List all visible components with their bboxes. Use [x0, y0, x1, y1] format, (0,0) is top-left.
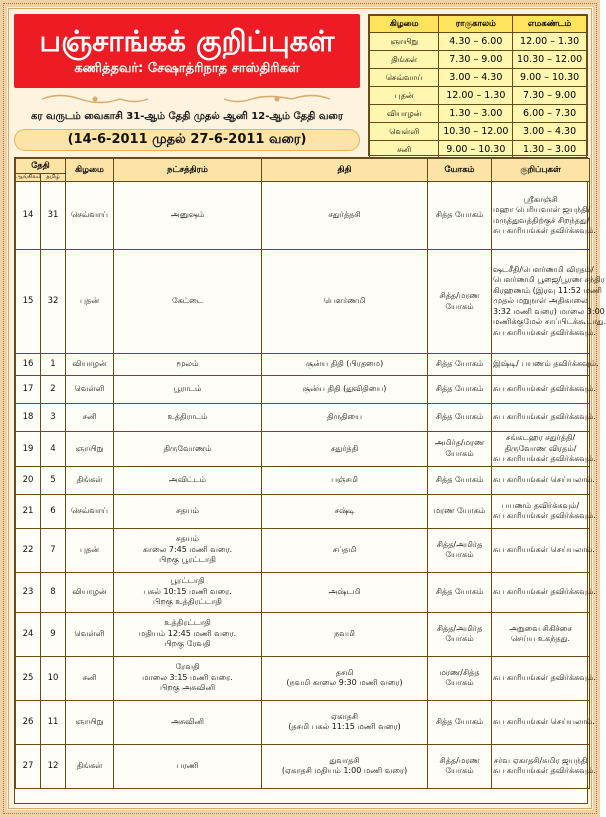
notes-cell-line: பயணம் தவிர்க்கவும்/: [501, 500, 580, 510]
notes-cell: [492, 612, 590, 656]
star-cell-line: பூராடம்: [173, 384, 202, 394]
date-english: 16: [16, 354, 41, 376]
yogam-cell-line: சித்த யோகம்: [435, 359, 484, 369]
thithi-cell: [262, 432, 428, 467]
star-cell-line: சதயம்: [176, 534, 199, 544]
star-cell: [114, 432, 262, 467]
rahu-row: [370, 51, 587, 69]
rahu-time: 7.30 – 9.00: [439, 51, 513, 69]
yogam-cell-line: யோகம்: [445, 678, 474, 687]
star-cell: [114, 612, 262, 656]
table-header-row: [16, 159, 590, 174]
thithi-cell: [262, 572, 428, 612]
rahu-day: திங்கள்: [370, 51, 439, 69]
star-cell: [114, 572, 262, 612]
day-cell: புதன்: [66, 528, 114, 572]
rahu-row: [370, 123, 587, 141]
thithi-cell: [262, 744, 428, 788]
date-tamil: 1: [41, 354, 66, 376]
notes-cell-line: சுப காரியங்கள் தவிர்க்கவும்.: [493, 766, 596, 775]
thithi-cell-line: ஏகாதசி: [331, 711, 359, 721]
yogam-cell: [428, 494, 492, 528]
table-row: [16, 404, 590, 432]
thithi-cell: [262, 182, 428, 250]
notes-cell: [492, 182, 596, 250]
star-cell: [114, 744, 262, 788]
star-cell: [114, 182, 262, 250]
star-cell-line: ரேவதி: [175, 662, 200, 672]
star-cell-line: மூலம்: [176, 359, 199, 369]
yogam-cell-line: சித்த/அமிர்த: [436, 623, 483, 633]
date-tamil: 5: [41, 466, 66, 494]
table-row: [16, 376, 590, 404]
ornament-right-icon: [222, 92, 332, 106]
date-range: (14-6-2011 முதல் 27-6-2011 வரை): [14, 129, 360, 151]
thithi-cell: [262, 466, 428, 494]
date-english: 25: [16, 656, 41, 700]
table-row: [16, 182, 590, 250]
notes-cell-line: கிரஹணம் (இரவு 11:52 மணி: [493, 285, 602, 295]
star-cell: [114, 404, 262, 432]
subtitle: கர வருடம் வைகாசி 31-ஆம் தேதி முதல் ஆனி 12-ஆம் தேதி வரை: [30, 111, 344, 122]
date-tamil: 4: [41, 432, 66, 467]
notes-cell-line: அறுவை சிகிச்சை: [509, 623, 572, 633]
star-cell-line: பூரட்டாதி: [170, 576, 205, 586]
day-cell: புதன்: [66, 250, 114, 354]
yogam-cell-line: சித்த யோகம்: [435, 716, 484, 726]
table-row: [16, 354, 590, 376]
yogam-cell-line: சித்த யோகம்: [435, 412, 484, 422]
day-cell: சனி: [66, 656, 114, 700]
rahu-time: 12.00 – 1.30: [439, 87, 513, 105]
date-tamil: 9: [41, 612, 66, 656]
date-tamil: 8: [41, 572, 66, 612]
date-tamil: 12: [41, 744, 66, 788]
star-cell-line: மாலை 3:15 மணி வரை.: [142, 672, 233, 682]
ornament-left-icon: [40, 92, 150, 106]
notes-cell: [492, 656, 596, 700]
table-row: [16, 744, 590, 788]
notes-cell-line: 3:32 மணி வரை) மாலை 3:00: [493, 306, 605, 316]
notes-cell: [492, 572, 596, 612]
notes-cell-line: சுப காரியங்கள் தவிர்க்கவும்.: [493, 586, 596, 596]
date-english: 26: [16, 700, 41, 744]
date-english: 14: [16, 182, 41, 250]
notes-cell-line: சர்வ ஏகாதசி/சுமிர ஜயந்தி: [493, 755, 588, 765]
day-cell: வியாழன்: [66, 572, 114, 612]
thithi-cell-line: (தசமி பகல் 11:15 மணி வரை): [288, 722, 401, 731]
star-cell: [114, 376, 262, 404]
notes-cell-line: சுப காரியங்கள் தவிர்க்கவும்.: [493, 384, 596, 394]
date-tamil: 3: [41, 404, 66, 432]
day-cell: செவ்வாய்: [66, 494, 114, 528]
thithi-cell-line: அஷ்டமி: [328, 586, 361, 596]
notes-cell-line: சுப காரியங்கள் தவிர்க்கவும்.: [493, 672, 596, 682]
yogam-cell: [428, 656, 492, 700]
notes-cell-line: சுப காரியங்கள் தவிர்க்கவும்.: [493, 412, 596, 422]
star-cell: [114, 656, 262, 700]
date-english: 22: [16, 528, 41, 572]
star-cell: [114, 494, 262, 528]
author-label: கணித்தவர்: சேஷாத்ரிநாத சாஸ்திரிகள்: [74, 61, 300, 76]
table-row: [16, 612, 590, 656]
rahu-row: [370, 87, 587, 105]
notes-cell-line: சுப காரியங்கள் தவிர்க்கவும்.: [493, 454, 596, 463]
table-row: [16, 656, 590, 700]
date-english: 23: [16, 572, 41, 612]
notes-cell-line: சுப காரியங்கள் தவிர்க்கவும்.: [493, 511, 596, 520]
rahu-kalam-table: [368, 14, 588, 156]
rahu-row: [370, 141, 587, 159]
yogam-cell-line: சித்த யோகம்: [435, 384, 484, 394]
notes-cell-line: செய்ய உகந்தது.: [510, 634, 571, 643]
notes-cell-line: பௌர்ணமி பூஜை/பூரண சந்திர: [493, 275, 605, 285]
yogam-cell-line: மரண/சித்த: [439, 667, 480, 677]
yogam-cell: [428, 466, 492, 494]
notes-cell: [492, 700, 595, 744]
yogam-cell-line: யோகம்: [445, 550, 474, 559]
notes-cell: [492, 528, 595, 572]
notes-cell: [492, 432, 596, 467]
star-cell-line: பிறகு ரேவதி: [164, 639, 211, 649]
thithi-cell: [262, 656, 428, 700]
notes-cell-line: சுப காரியங்கள் செய்யலாம்.: [493, 474, 595, 484]
thithi-cell-line: சஷ்டி: [334, 505, 355, 515]
notes-cell-line: சுப காரியங்கள் செய்யலாம்.: [493, 716, 595, 726]
table-row: [16, 572, 590, 612]
rahu-header-ema: எமகண்டம்: [513, 16, 587, 33]
header-star: நட்சத்திரம்: [114, 159, 262, 182]
thithi-cell: [262, 494, 428, 528]
thithi-cell: [262, 376, 428, 404]
notes-cell-line: திருவோண விரதம்/: [504, 443, 577, 453]
table-row: [16, 432, 590, 467]
rahu-row: [370, 105, 587, 123]
yogam-cell-line: சித்த/மரண: [439, 291, 480, 300]
date-tamil: 32: [41, 250, 66, 354]
thithi-cell-line: (ஏகாதசி மதியம் 1:00 மணி வரை): [281, 766, 408, 775]
table-row: [16, 494, 590, 528]
notes-cell: [492, 404, 596, 432]
thithi-cell: [262, 404, 428, 432]
notes-cell-line: சங்கடஹர சதுர்த்தி/: [505, 433, 576, 442]
day-cell: செவ்வாய்: [66, 182, 114, 250]
yogam-cell-line: யோகம்: [445, 448, 474, 458]
star-cell-line: பிறகு உத்திரட்டாதி: [153, 597, 222, 607]
star-cell-line: உத்திரட்டாதி: [164, 618, 211, 628]
rahu-header-rahu: ராகுகாலம்: [439, 16, 513, 33]
header-notes: குறிப்புகள்: [492, 159, 590, 182]
thithi-cell-line: (நவமி காலை 9:30 மணி வரை): [286, 678, 403, 687]
star-cell-line: பிறகு பூரட்டாதி: [159, 555, 216, 565]
rahu-day: ஞாயிறு: [370, 33, 439, 51]
notes-cell-line: இஷ்டி/ பயணம் தவிர்க்கவும்.: [493, 359, 599, 369]
rahu-day: புதன்: [370, 87, 439, 105]
yogam-cell: [428, 528, 492, 572]
notes-cell: [492, 376, 596, 404]
star-cell-line: பகல் 10:15 மணி வரை.: [143, 586, 232, 596]
thithi-cell: [262, 250, 428, 354]
header-date: தேதி: [16, 159, 66, 174]
yogam-cell-line: சித்த/அமிர்த: [436, 539, 483, 549]
yogam-cell-line: சித்த யோகம்: [435, 210, 484, 220]
yogam-cell: [428, 700, 492, 744]
rahu-day: சனி: [370, 141, 439, 159]
date-tamil: 6: [41, 494, 66, 528]
star-cell: [114, 466, 262, 494]
star-cell-line: அனுஷம்: [170, 210, 205, 220]
notes-cell-line: சுப காரியங்கள் தவிர்க்கவும்.: [493, 226, 596, 235]
rahu-header-row: [370, 16, 587, 33]
notes-cell-line: சுப காரியங்கள் தவிர்க்கவும்.: [493, 327, 596, 337]
day-cell: சனி: [66, 404, 114, 432]
notes-cell: [492, 744, 596, 788]
table-row: [16, 700, 590, 744]
rahu-row: [370, 33, 587, 51]
header-day: கிழமை: [66, 159, 114, 182]
rahu-day: செவ்வாய்: [370, 69, 439, 87]
date-english: 15: [16, 250, 41, 354]
date-tamil: 2: [41, 376, 66, 404]
date-english: 19: [16, 432, 41, 467]
yogam-cell: [428, 432, 492, 467]
yogam-cell: [428, 404, 492, 432]
date-english: 21: [16, 494, 41, 528]
ema-time: 3.00 – 4.30: [513, 123, 587, 141]
star-cell-line: அவிட்டம்: [168, 474, 207, 484]
ema-time: 12.00 – 1.30: [513, 33, 587, 51]
thithi-cell-line: பௌர்ணமி: [323, 296, 366, 306]
yogam-cell: [428, 354, 492, 376]
day-cell: திங்கள்: [66, 466, 114, 494]
star-cell: [114, 354, 262, 376]
yogam-cell: [428, 572, 492, 612]
date-english: 27: [16, 744, 41, 788]
date-english: 24: [16, 612, 41, 656]
notes-cell: [492, 466, 595, 494]
thithi-cell-line: சதுர்த்தசி: [328, 210, 361, 220]
yogam-cell: [428, 182, 492, 250]
rahu-time: 4.30 – 6.00: [439, 33, 513, 51]
thithi-cell: [262, 354, 428, 376]
yogam-cell: [428, 744, 492, 788]
rahu-time: 10.30 – 12.00: [439, 123, 513, 141]
page-title: பஞ்சாங்கக் குறிப்புகள்: [39, 24, 335, 58]
panchangam-table: [14, 157, 606, 804]
thithi-cell-line: சதுர்த்தி: [330, 443, 359, 453]
header-yogam: யோகம்: [428, 159, 492, 182]
date-tamil: 31: [41, 182, 66, 250]
ema-time: 9.00 – 10.30: [513, 69, 587, 87]
yogam-cell: [428, 250, 492, 354]
star-cell-line: உத்திராடம்: [167, 412, 208, 422]
table-row: [16, 250, 590, 354]
thithi-cell: [262, 612, 428, 656]
thithi-cell-line: பஞ்சமி: [331, 474, 358, 484]
notes-cell-line: முதல் மறுநாள் அதிகாலை: [493, 296, 588, 306]
header-date-english: ஆங்கிலம்: [16, 174, 42, 180]
star-cell-line: பிறகு அசுவினி: [159, 683, 216, 693]
ema-time: 1.30 – 3.00: [513, 141, 587, 159]
table-row: [16, 528, 590, 572]
yogam-cell: [428, 376, 492, 404]
thithi-cell: [262, 700, 428, 744]
notes-cell-line: சுப காரியங்கள் செய்யலாம்.: [493, 544, 595, 554]
yogam-cell-line: அமிர்த/மரண: [434, 438, 485, 448]
day-cell: வியாழன்: [66, 354, 114, 376]
day-cell: ஞாயிறு: [66, 700, 114, 744]
day-cell: ஞாயிறு: [66, 432, 114, 467]
notes-cell-line: மருத்துவத்திற்குச் சிறந்தது/: [493, 215, 590, 225]
notes-cell: [492, 494, 596, 528]
date-english: 20: [16, 466, 41, 494]
ema-time: 7.30 – 9.00: [513, 87, 587, 105]
yogam-cell-line: மரண யோகம்: [433, 505, 486, 515]
rahu-day: வெள்ளி: [370, 123, 439, 141]
thithi-cell-line: சூன்ய திதி (துவிதியை): [302, 384, 387, 394]
rahu-row: [370, 69, 587, 87]
notes-cell-line: ஷடசீதி/பௌர்ணமி விரதம்/: [493, 264, 594, 274]
date-english: 18: [16, 404, 41, 432]
thithi-cell-line: சூன்ய திதி (பிரதமை): [305, 359, 384, 369]
yogam-cell-line: யோகம்: [445, 301, 474, 311]
date-tamil: 7: [41, 528, 66, 572]
notes-cell: [492, 354, 599, 376]
day-cell: திங்கள்: [66, 744, 114, 788]
header-date-tamil: தமிழ்: [41, 174, 66, 182]
yogam-cell-line: யோகம்: [445, 634, 474, 643]
thithi-cell-line: சப்தமி: [332, 544, 357, 554]
star-cell-line: மதியம் 12:45 மணி வரை.: [138, 628, 237, 638]
star-cell-line: கேட்டை: [171, 296, 204, 306]
star-cell-line: காலை 7:45 மணி வரை.: [142, 544, 233, 554]
thithi-cell-line: துவாதசி: [329, 755, 360, 765]
title-banner: [14, 14, 360, 88]
date-english: 17: [16, 376, 41, 404]
rahu-time: 9.00 – 10.30: [439, 141, 513, 159]
notes-cell-line: ஸ்ரீகாஞ்சி: [523, 194, 558, 204]
star-cell-line: திருவோணம்: [163, 443, 212, 453]
star-cell: [114, 250, 262, 354]
thithi-cell-line: தசமி: [335, 667, 354, 677]
rahu-header-day: கிழமை: [370, 16, 439, 33]
day-cell: வெள்ளி: [66, 612, 114, 656]
star-cell-line: பரணி: [176, 760, 199, 770]
thithi-cell: [262, 528, 428, 572]
yogam-cell-line: சித்த யோகம்: [435, 474, 484, 484]
yogam-cell-line: யோகம்: [445, 766, 474, 775]
star-cell-line: அசுவினி: [171, 716, 204, 726]
rahu-time: 1.30 – 3.00: [439, 105, 513, 123]
notes-cell-line: மஹா பெரியவாள் ஜயந்தி/: [493, 205, 591, 214]
thithi-cell-line: நவமி: [334, 628, 355, 638]
yogam-cell: [428, 612, 492, 656]
ema-time: 6.00 – 7.30: [513, 105, 587, 123]
day-cell: வெள்ளி: [66, 376, 114, 404]
rahu-day: வியாழன்: [370, 105, 439, 123]
ema-time: 10.30 – 12.00: [513, 51, 587, 69]
date-tamil: 11: [41, 700, 66, 744]
star-cell: [114, 528, 262, 572]
notes-cell-line: மணிக்குமேல் சாப்பிடக்கூடாது.: [493, 317, 606, 327]
yogam-cell-line: சித்த யோகம்: [435, 586, 484, 596]
star-cell-line: சதயம்: [176, 505, 199, 515]
header-thithi: திதி: [262, 159, 428, 182]
table-row: [16, 466, 590, 494]
date-tamil: 10: [41, 656, 66, 700]
thithi-cell-line: திருதியை: [327, 412, 362, 422]
notes-cell: [492, 250, 606, 354]
star-cell: [114, 700, 262, 744]
yogam-cell-line: சித்த/மரண: [439, 755, 480, 765]
rahu-time: 3.00 – 4.30: [439, 69, 513, 87]
